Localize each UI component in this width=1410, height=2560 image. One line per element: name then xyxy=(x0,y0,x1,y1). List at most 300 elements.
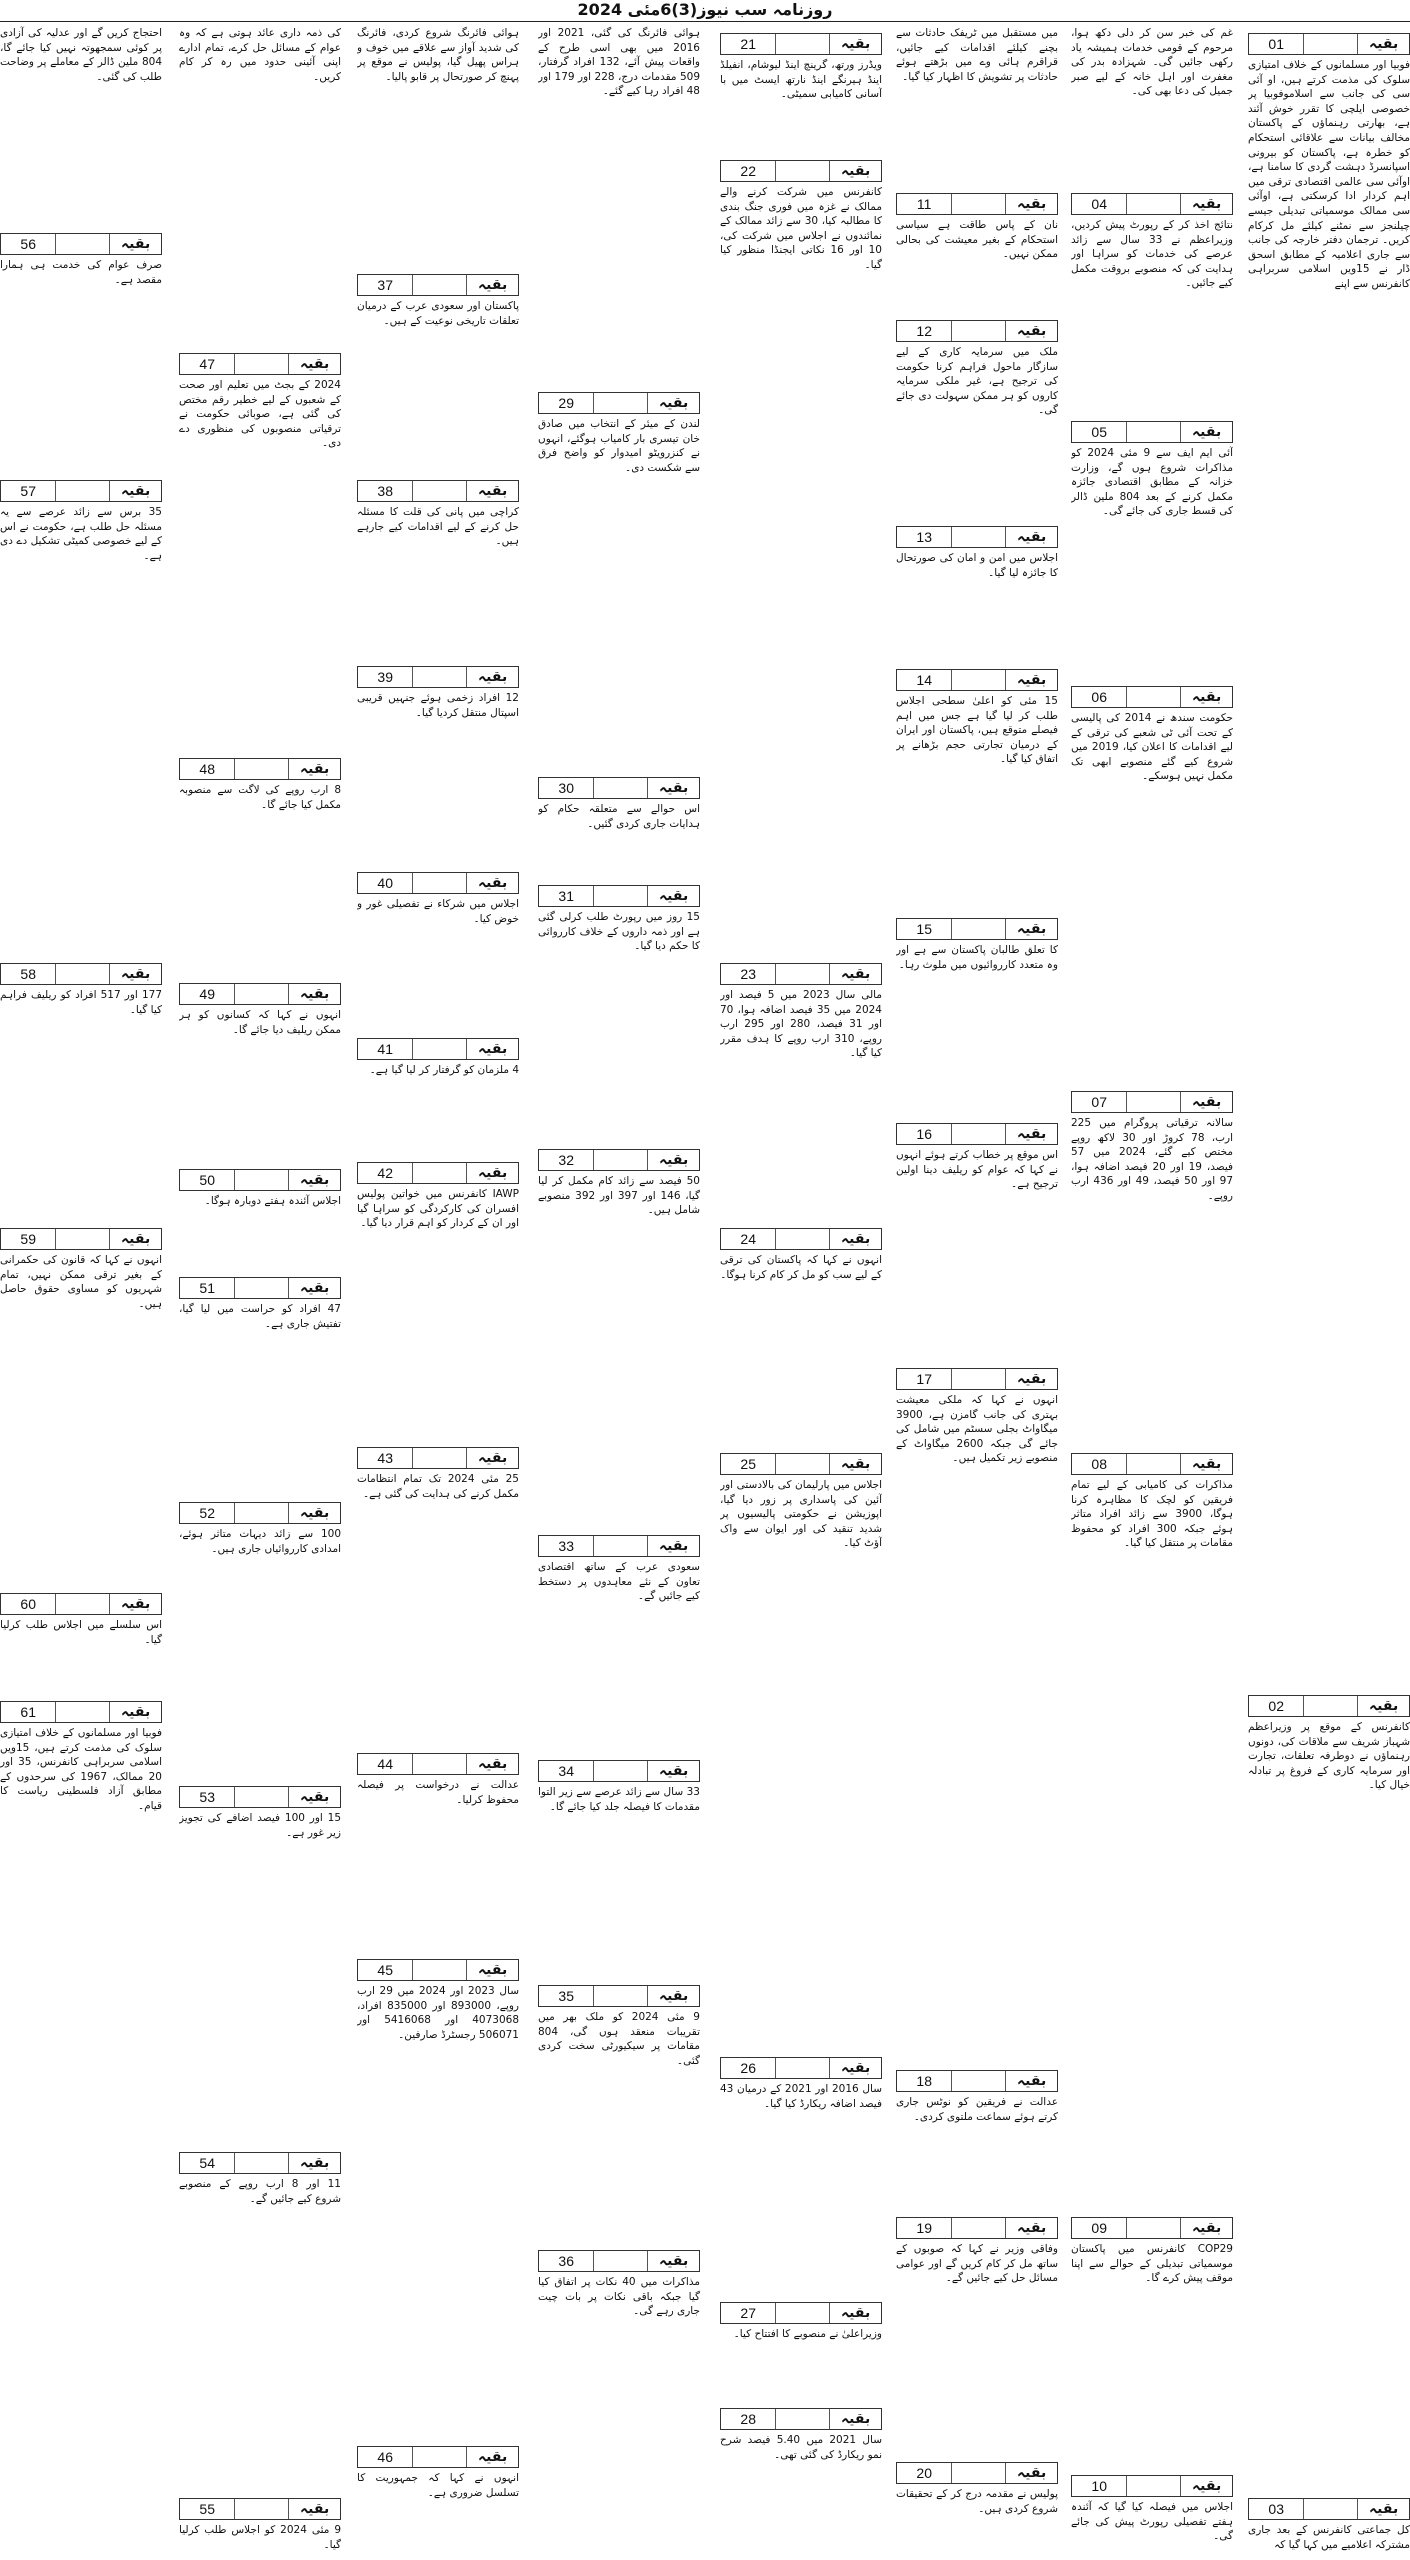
column-lead-text: ہوائی فائرنگ کی گئی، 2021 اور 2016 میں بھی اسی طرح کے واقعات پیش آئے، 132 افراد گرفتار، 509 مقدمات درج، 228 اور 179 اور 48 افراد رہا کیے گئے۔ xyxy=(538,27,700,98)
continued-article-text: پاکستان اور سعودی عرب کے درمیان تعلقات تاریخی نوعیت کے ہیں۔ xyxy=(357,300,519,327)
continued-article-text: 47 افراد کو حراست میں لیا گیا، تفتیش جاری ہے۔ xyxy=(179,1303,341,1330)
continued-blank-cell xyxy=(952,2071,1006,2091)
continued-article-text: کانفرنس کے موقع پر وزیراعظم شہباز شریف سے ملاقات کی، دونوں رہنماؤں نے دوطرفہ تعلقات، تجارت اور سرمایہ کاری کے فروغ پر تبادلہ خیال کیا۔ xyxy=(1248,1721,1410,1792)
continued-label: بقیہ xyxy=(299,761,330,777)
continued-label: بقیہ xyxy=(1016,1126,1047,1142)
continued-article-text: اس سلسلے میں اجلاس طلب کرلیا گیا۔ xyxy=(0,1619,162,1646)
continued-number: 39 xyxy=(358,667,413,687)
continued-label: بقیہ xyxy=(120,236,151,252)
continued-box-26 xyxy=(720,2057,882,2079)
continued-number: 25 xyxy=(721,1454,776,1474)
continued-blank-cell xyxy=(1127,687,1181,707)
continued-article-text: عدالت نے درخواست پر فیصلہ محفوظ کرلیا۔ xyxy=(357,1779,519,1806)
continued-label: بقیہ xyxy=(840,2060,871,2076)
continued-label: بقیہ xyxy=(299,2155,330,2171)
continued-article-text: انہوں نے کہا کہ کسانوں کو ہر ممکن ریلیف دیا جائے گا۔ xyxy=(179,1009,341,1036)
continued-box-21 xyxy=(720,33,882,55)
continued-label: بقیہ xyxy=(477,1756,508,1772)
continued-blank-cell xyxy=(952,194,1006,214)
continued-label: بقیہ xyxy=(120,966,151,982)
continued-number: 30 xyxy=(539,778,594,798)
continued-blank-cell xyxy=(235,1278,289,1298)
continued-article-text: سال 2023 اور 2024 میں 29 ارب روپے، 893000 اور 835000 افراد، 4073068 اور 5416068 اور 506071 رجسٹرڈ صارفین۔ xyxy=(357,1985,519,2041)
continued-box-05 xyxy=(1071,421,1233,443)
continued-number: 27 xyxy=(721,2303,776,2323)
continued-article-text: 8 ارب روپے کی لاگت سے منصوبہ مکمل کیا جائے گا۔ xyxy=(179,784,341,811)
continued-label: بقیہ xyxy=(840,966,871,982)
continued-box-33 xyxy=(538,1535,700,1557)
news-column xyxy=(538,0,700,2560)
continued-blank-cell xyxy=(776,161,830,181)
continued-number: 48 xyxy=(180,759,235,779)
continued-article-text: 177 اور 517 افراد کو ریلیف فراہم کیا گیا۔ xyxy=(0,989,162,1016)
continued-label: بقیہ xyxy=(658,395,689,411)
continued-number: 46 xyxy=(358,2447,413,2467)
continued-blank-cell xyxy=(413,1163,467,1183)
continued-blank-cell xyxy=(1127,2476,1181,2496)
continued-article-text: 35 برس سے زائد عرصے سے یہ مسئلہ حل طلب ہے، حکومت نے اس کے لیے خصوصی کمیٹی تشکیل دے دی ہے۔ xyxy=(0,506,162,562)
continued-number: 53 xyxy=(180,1787,235,1807)
continued-label: بقیہ xyxy=(1368,1698,1399,1714)
continued-box-09 xyxy=(1071,2217,1233,2239)
continued-number: 23 xyxy=(721,964,776,984)
continued-number: 31 xyxy=(539,886,594,906)
continued-number: 54 xyxy=(180,2153,235,2173)
continued-box-59 xyxy=(0,1228,162,1250)
continued-box-43 xyxy=(357,1447,519,1469)
continued-blank-cell xyxy=(952,919,1006,939)
continued-label: بقیہ xyxy=(1016,2220,1047,2236)
continued-box-38 xyxy=(357,480,519,502)
continued-label: بقیہ xyxy=(840,1231,871,1247)
continued-blank-cell xyxy=(776,1454,830,1474)
continued-blank-cell xyxy=(594,778,648,798)
continued-blank-cell xyxy=(594,1761,648,1781)
continued-number: 04 xyxy=(1072,194,1127,214)
continued-article-text: وزیراعلیٰ نے منصوبے کا افتتاح کیا۔ xyxy=(733,2328,882,2340)
continued-blank-cell xyxy=(1304,34,1358,54)
continued-article-text: اجلاس میں شرکاء نے تفصیلی غور و خوض کیا۔ xyxy=(357,898,519,925)
continued-article-text: حکومت سندھ نے 2014 کی پالیسی کے تحت آئی ٹی شعبے کی ترقی کے لیے اقدامات کا اعلان کیا، 2019 میں شروع کیے گئے منصوبے ابھی تک مکمل نہیں ہوسکے۔ xyxy=(1071,712,1233,783)
continued-number: 35 xyxy=(539,1986,594,2006)
continued-article-text: 9 مئی 2024 کو ملک بھر میں تقریبات منعقد ہوں گی، 804 مقامات پر سیکیورٹی سخت کردی گئی۔ xyxy=(538,2011,700,2067)
continued-article-text: ملک میں سرمایہ کاری کے لیے سازگار ماحول فراہم کرنا حکومت کی ترجیح ہے، غیر ملکی سرمایہ کاروں کو ہر ممکن سہولت دی جائے گی۔ xyxy=(896,346,1058,417)
continued-number: 55 xyxy=(180,2499,235,2519)
continued-blank-cell xyxy=(1127,422,1181,442)
continued-number: 12 xyxy=(897,321,952,341)
continued-number: 56 xyxy=(1,234,56,254)
continued-box-52 xyxy=(179,1502,341,1524)
continued-box-32 xyxy=(538,1149,700,1171)
continued-number: 52 xyxy=(180,1503,235,1523)
continued-article-text: انہوں نے کہا کہ جمہوریت کا تسلسل ضروری ہے۔ xyxy=(357,2472,519,2499)
continued-label: بقیہ xyxy=(1016,921,1047,937)
continued-box-57 xyxy=(0,480,162,502)
continued-blank-cell xyxy=(56,481,110,501)
continued-blank-cell xyxy=(413,873,467,893)
continued-article-text: لندن کے میئر کے انتخاب میں صادق خان تیسری بار کامیاب ہوگئے، انہوں نے کنزرویٹو امیدوار کو واضح فرق سے شکست دی۔ xyxy=(538,418,700,474)
continued-article-text: اس حوالے سے متعلقہ حکام کو ہدایات جاری کردی گئیں۔ xyxy=(538,803,700,830)
continued-box-04 xyxy=(1071,193,1233,215)
continued-label: بقیہ xyxy=(1016,2073,1047,2089)
continued-box-08 xyxy=(1071,1453,1233,1475)
continued-article-text: مذاکرات میں 40 نکات پر اتفاق کیا گیا جبکہ باقی نکات پر بات چیت جاری رہے گی۔ xyxy=(538,2276,700,2318)
continued-article-text: 100 سے زائد دیہات متاثر ہوئے، امدادی کارروائیاں جاری ہیں۔ xyxy=(179,1528,341,1555)
continued-article-text: اجلاس آئندہ ہفتے دوبارہ ہوگا۔ xyxy=(204,1195,341,1207)
continued-blank-cell xyxy=(1304,1696,1358,1716)
continued-number: 06 xyxy=(1072,687,1127,707)
continued-box-35 xyxy=(538,1985,700,2007)
continued-label: بقیہ xyxy=(120,1231,151,1247)
continued-box-10 xyxy=(1071,2475,1233,2497)
continued-label: بقیہ xyxy=(477,277,508,293)
continued-number: 17 xyxy=(897,1369,952,1389)
continued-blank-cell xyxy=(56,1594,110,1614)
continued-number: 05 xyxy=(1072,422,1127,442)
continued-number: 59 xyxy=(1,1229,56,1249)
continued-box-51 xyxy=(179,1277,341,1299)
continued-article-text: مذاکرات کی کامیابی کے لیے تمام فریقین کو لچک کا مظاہرہ کرنا ہوگا، 3900 سے زائد افراد متاثر ہوئے جبکہ 300 افراد کو محفوظ مقامات پر منتقل کیا گیا۔ xyxy=(1071,1479,1233,1550)
continued-article-text: اجلاس میں امن و امان کی صورتحال کا جائزہ لیا گیا۔ xyxy=(896,552,1058,579)
continued-label: بقیہ xyxy=(477,1165,508,1181)
continued-article-text: کانفرنس میں شرکت کرنے والے ممالک نے غزہ میں فوری جنگ بندی کا مطالبہ کیا، 30 سے زائد ممالک کے نمائندوں نے اجلاس میں شرکت کی، 10 اور 16 نکاتی ایجنڈا منظور کیا گیا۔ xyxy=(720,186,882,271)
continued-number: 41 xyxy=(358,1039,413,1059)
continued-box-46 xyxy=(357,2446,519,2468)
continued-label: بقیہ xyxy=(299,356,330,372)
continued-box-39 xyxy=(357,666,519,688)
continued-blank-cell xyxy=(1127,194,1181,214)
continued-number: 21 xyxy=(721,34,776,54)
continued-blank-cell xyxy=(952,1369,1006,1389)
continued-number: 29 xyxy=(539,393,594,413)
continued-number: 24 xyxy=(721,1229,776,1249)
continued-blank-cell xyxy=(1127,1454,1181,1474)
continued-blank-cell xyxy=(56,234,110,254)
news-column xyxy=(1248,0,1410,2560)
continued-number: 44 xyxy=(358,1754,413,1774)
continued-blank-cell xyxy=(235,984,289,1004)
continued-blank-cell xyxy=(952,670,1006,690)
continued-number: 28 xyxy=(721,2409,776,2429)
continued-box-02 xyxy=(1248,1695,1410,1717)
news-column xyxy=(896,0,1058,2560)
continued-box-25 xyxy=(720,1453,882,1475)
continued-blank-cell xyxy=(776,34,830,54)
continued-number: 49 xyxy=(180,984,235,1004)
news-column xyxy=(0,0,162,2560)
continued-box-54 xyxy=(179,2152,341,2174)
continued-number: 08 xyxy=(1072,1454,1127,1474)
continued-blank-cell xyxy=(235,1503,289,1523)
continued-label: بقیہ xyxy=(299,2501,330,2517)
continued-blank-cell xyxy=(235,354,289,374)
continued-number: 01 xyxy=(1249,34,1304,54)
continued-blank-cell xyxy=(235,2153,289,2173)
continued-box-48 xyxy=(179,758,341,780)
continued-article-text: 15 روز میں رپورٹ طلب کرلی گئی ہے اور ذمہ داروں کے خلاف کارروائی کا حکم دیا گیا۔ xyxy=(538,911,700,953)
continued-article-text: اجلاس میں پارلیمان کی بالادستی اور آئین کی پاسداری پر زور دیا گیا، اپوزیشن نے حکومتی پالیسیوں پر شدید تنقید کی اور ایوان سے واک آؤٹ کیا۔ xyxy=(720,1479,882,1550)
column-lead-text: غم کی خبر سن کر دلی دکھ ہوا، مرحوم کے قومی خدمات ہمیشہ یاد رکھی جائیں گی۔ شہزادہ بدر کی مغفرت اور اہل خانہ کے لیے صبر جمیل کی دعا بھی کی۔ xyxy=(1071,27,1233,98)
continued-article-text: فوبیا اور مسلمانوں کے خلاف امتیازی سلوک کی مذمت کرتے ہیں، 15ویں اسلامی سربراہی کانفرنس، 35 اور 20 ممالک، 1967 کی سرحدوں کے مطابق آزاد فلسطینی ریاست کا قیام۔ xyxy=(0,1727,162,1812)
continued-article-text: وفاقی وزیر نے کہا کہ صوبوں کے ساتھ مل کر کام کریں گے اور عوامی مسائل حل کیے جائیں گے۔ xyxy=(896,2243,1058,2285)
continued-box-30 xyxy=(538,777,700,799)
continued-number: 57 xyxy=(1,481,56,501)
continued-blank-cell xyxy=(594,1150,648,1170)
continued-number: 03 xyxy=(1249,2499,1304,2519)
continued-label: بقیہ xyxy=(299,1280,330,1296)
continued-box-36 xyxy=(538,2250,700,2272)
continued-article-text: کا تعلق طالبان پاکستان سے ہے اور وہ متعدد کارروائیوں میں ملوث رہا۔ xyxy=(896,944,1058,971)
continued-label: بقیہ xyxy=(1016,672,1047,688)
newspaper-title-date: روزنامہ سب نیوز(3)6مئی 2024 xyxy=(577,0,833,19)
continued-label: بقیہ xyxy=(299,1172,330,1188)
continued-article-text: کراچی میں پانی کی قلت کا مسئلہ حل کرنے کے لیے اقدامات کیے جارہے ہیں۔ xyxy=(357,506,519,548)
continued-article-text: 15 اور 100 فیصد اضافے کی تجویز زیر غور ہے۔ xyxy=(179,1812,341,1839)
continued-article-text: انہوں نے کہا کہ ملکی معیشت بہتری کی جانب گامزن ہے، 3900 میگاواٹ بجلی سسٹم میں شامل کی جائے گی جبکہ 2600 میگاواٹ کے منصوبے زیر تکمیل ہیں۔ xyxy=(896,1394,1058,1465)
continued-box-40 xyxy=(357,872,519,894)
column-lead-text: میں مستقبل میں ٹریفک حادثات سے بچنے کیلئے اقدامات کیے جائیں، قراقرم ہائی وے میں بڑھتے ہوئے حادثات پر تشویش کا اظہار کیا گیا۔ xyxy=(896,27,1058,83)
continued-box-37 xyxy=(357,274,519,296)
continued-number: 33 xyxy=(539,1536,594,1556)
continued-label: بقیہ xyxy=(477,1962,508,1978)
continued-label: بقیہ xyxy=(477,1041,508,1057)
continued-label: بقیہ xyxy=(658,1988,689,2004)
continued-number: 15 xyxy=(897,919,952,939)
continued-label: بقیہ xyxy=(658,1152,689,1168)
continued-blank-cell xyxy=(776,2303,830,2323)
continued-number: 10 xyxy=(1072,2476,1127,2496)
continued-box-42 xyxy=(357,1162,519,1184)
continued-number: 42 xyxy=(358,1163,413,1183)
continued-number: 47 xyxy=(180,354,235,374)
continued-label: بقیہ xyxy=(658,888,689,904)
continued-box-47 xyxy=(179,353,341,375)
continued-box-50 xyxy=(179,1169,341,1191)
continued-box-12 xyxy=(896,320,1058,342)
continued-article-text: ویڈرز ورتھ، گرینچ اینڈ لیوشام، انفیلڈ اینڈ ہیرنگے اینڈ نارتھ ایسٹ میں با آسانی کامیابی سمیٹی۔ xyxy=(720,59,882,101)
continued-blank-cell xyxy=(413,481,467,501)
continued-article-text: سالانہ ترقیاتی پروگرام میں 225 ارب، 78 کروڑ اور 30 لاکھ روپے مختص کیے گئے، 2024 میں 57 فیصد، 19 اور 20 فیصد اضافہ ہوا، 97 اور 50 فیصد، 49 اور 436 ارب روپے۔ xyxy=(1071,1117,1233,1202)
continued-blank-cell xyxy=(1304,2499,1358,2519)
continued-number: 18 xyxy=(897,2071,952,2091)
continued-blank-cell xyxy=(776,2409,830,2429)
continued-article-text: 50 فیصد سے زائد کام مکمل کر لیا گیا، 146 اور 397 اور 392 منصوبے شامل ہیں۔ xyxy=(538,1175,700,1217)
continued-blank-cell xyxy=(952,527,1006,547)
continued-number: 32 xyxy=(539,1150,594,1170)
continued-blank-cell xyxy=(56,964,110,984)
continued-blank-cell xyxy=(413,2447,467,2467)
continued-box-60 xyxy=(0,1593,162,1615)
continued-box-07 xyxy=(1071,1091,1233,1113)
continued-label: بقیہ xyxy=(840,2305,871,2321)
column-lead-text: ہوائی فائرنگ شروع کردی، فائرنگ کی شدید آواز سے علاقے میں خوف و ہراس پھیل گیا، پولیس نے موقع پر پہنچ کر صورتحال پر قابو پالیا۔ xyxy=(357,27,519,83)
continued-article-text: انہوں نے کہا کہ پاکستان کی ترقی کے لیے سب کو مل کر کام کرنا ہوگا۔ xyxy=(720,1254,882,1281)
continued-blank-cell xyxy=(952,321,1006,341)
news-column xyxy=(720,0,882,2560)
continued-blank-cell xyxy=(235,2499,289,2519)
continued-box-16 xyxy=(896,1123,1058,1145)
continued-number: 16 xyxy=(897,1124,952,1144)
continued-label: بقیہ xyxy=(477,669,508,685)
continued-number: 58 xyxy=(1,964,56,984)
continued-article-text: صرف عوام کی خدمت ہی ہمارا مقصد ہے۔ xyxy=(0,259,162,286)
continued-box-18 xyxy=(896,2070,1058,2092)
continued-blank-cell xyxy=(594,393,648,413)
continued-number: 38 xyxy=(358,481,413,501)
continued-number: 36 xyxy=(539,2251,594,2271)
continued-number: 22 xyxy=(721,161,776,181)
continued-article-text: کل جماعتی کانفرنس کے بعد جاری مشترکہ اعلامیے میں کہا گیا کہ xyxy=(1248,2524,1410,2551)
continued-article-text: عدالت نے فریقین کو نوٹس جاری کرتے ہوئے سماعت ملتوی کردی۔ xyxy=(896,2096,1058,2123)
continued-label: بقیہ xyxy=(840,36,871,52)
continued-number: 61 xyxy=(1,1702,56,1722)
continued-article-text: مالی سال 2023 میں 5 فیصد اور 2024 میں 35 فیصد اضافہ ہوا، 70 اور 31 فیصد، 280 اور 295 ارب روپے، 310 ارب روپے کا ہدف مقرر کیا گیا۔ xyxy=(720,989,882,1060)
continued-article-text: 25 مئی 2024 تک تمام انتظامات مکمل کرنے کی ہدایت کی گئی ہے۔ xyxy=(357,1473,519,1500)
continued-box-31 xyxy=(538,885,700,907)
continued-blank-cell xyxy=(776,964,830,984)
continued-box-11 xyxy=(896,193,1058,215)
continued-blank-cell xyxy=(413,1754,467,1774)
continued-label: بقیہ xyxy=(477,875,508,891)
news-column xyxy=(357,0,519,2560)
continued-box-61 xyxy=(0,1701,162,1723)
continued-box-27 xyxy=(720,2302,882,2324)
continued-label: بقیہ xyxy=(1016,529,1047,545)
continued-label: بقیہ xyxy=(840,163,871,179)
continued-article-text: انہوں نے کہا کہ قانون کی حکمرانی کے بغیر ترقی ممکن نہیں، تمام شہریوں کو مساوی حقوق حاصل ہیں۔ xyxy=(0,1254,162,1310)
continued-label: بقیہ xyxy=(658,1538,689,1554)
column-lead-text: احتجاج کریں گے اور عدلیہ کی آزادی پر کوئی سمجھوتہ نہیں کیا جائے گا، 804 ملین ڈالر کے معاملے پر وضاحت طلب کی گئی۔ xyxy=(0,27,162,83)
continued-box-45 xyxy=(357,1959,519,1981)
continued-number: 20 xyxy=(897,2463,952,2483)
continued-box-22 xyxy=(720,160,882,182)
continued-blank-cell xyxy=(594,1536,648,1556)
continued-label: بقیہ xyxy=(658,780,689,796)
continued-article-text: آئی ایم ایف سے 9 مئی 2024 کو مذاکرات شروع ہوں گے، وزارت خزانہ کے مطابق اقتصادی جائزہ مکمل کرنے کے بعد 804 ملین ڈالر کی قسط جاری کی جائے گی۔ xyxy=(1071,447,1233,518)
continued-box-03 xyxy=(1248,2498,1410,2520)
continued-article-text: فوبیا اور مسلمانوں کے خلاف امتیازی سلوک کی مذمت کرتے ہیں، او آئی سی کی جانب سے اسلاموفوبیا پر خصوصی ایلچی کا تقرر خوش آئند ہے، بھارتی رہنماؤں کے پاکستان مخالف بیانات سے علاقائی استحکام کو خطرہ ہے، پاکستان کو بیرونی اسپانسرڈ دہشت گردی کا سامنا ہے، اوآئی سی عالمی اقتصادی ترقی میں اہم کردار ادا کرسکتی ہے، اوآئی سی ممالک موسمیاتی تبدیلی جیسے چیلنجز سے نمٹنے کیلئے مل کرکام کریں۔ ترجمان دفتر خارجہ کی جانب سے جاری اعلامیہ کے مطابق اسحق ڈار نے 15ویں اسلامی سربراہی کانفرنس سے اپنے xyxy=(1248,59,1410,290)
continued-box-56 xyxy=(0,233,162,255)
continued-box-15 xyxy=(896,918,1058,940)
continued-box-24 xyxy=(720,1228,882,1250)
continued-blank-cell xyxy=(776,1229,830,1249)
continued-blank-cell xyxy=(235,1170,289,1190)
continued-box-44 xyxy=(357,1753,519,1775)
continued-number: 45 xyxy=(358,1960,413,1980)
continued-box-14 xyxy=(896,669,1058,691)
continued-label: بقیہ xyxy=(1016,323,1047,339)
continued-label: بقیہ xyxy=(299,1505,330,1521)
continued-blank-cell xyxy=(594,2251,648,2271)
continued-blank-cell xyxy=(594,886,648,906)
continued-label: بقیہ xyxy=(658,1763,689,1779)
continued-box-20 xyxy=(896,2462,1058,2484)
continued-label: بقیہ xyxy=(840,1456,871,1472)
continued-article-text: 33 سال سے زائد عرصے سے زیر التوا مقدمات کا فیصلہ جلد کیا جائے گا۔ xyxy=(538,1786,700,1813)
continued-number: 13 xyxy=(897,527,952,547)
continued-box-23 xyxy=(720,963,882,985)
continued-blank-cell xyxy=(413,1960,467,1980)
continued-box-53 xyxy=(179,1786,341,1808)
continued-label: بقیہ xyxy=(1191,2220,1222,2236)
continued-number: 14 xyxy=(897,670,952,690)
continued-number: 51 xyxy=(180,1278,235,1298)
continued-label: بقیہ xyxy=(840,2411,871,2427)
continued-article-text: COP29 کانفرنس میں پاکستان موسمیاتی تبدیلی کے حوالے سے اپنا موقف پیش کرے گا۔ xyxy=(1071,2243,1233,2285)
continued-blank-cell xyxy=(594,1986,648,2006)
continued-article-text: اس موقع پر خطاب کرتے ہوئے انہوں نے کہا کہ عوام کو ریلیف دینا اولین ترجیح ہے۔ xyxy=(896,1149,1058,1191)
continued-box-34 xyxy=(538,1760,700,1782)
continued-article-text: سال 2021 میں 5.40 فیصد شرح نمو ریکارڈ کی گئی تھی۔ xyxy=(720,2434,882,2461)
continued-blank-cell xyxy=(56,1229,110,1249)
continued-blank-cell xyxy=(1127,1092,1181,1112)
continued-label: بقیہ xyxy=(1191,196,1222,212)
news-column xyxy=(1071,0,1233,2560)
continued-label: بقیہ xyxy=(1191,1094,1222,1110)
continued-number: 07 xyxy=(1072,1092,1127,1112)
continued-blank-cell xyxy=(235,1787,289,1807)
continued-number: 60 xyxy=(1,1594,56,1614)
news-column xyxy=(179,0,341,2560)
continued-label: بقیہ xyxy=(1016,1371,1047,1387)
continued-label: بقیہ xyxy=(658,2253,689,2269)
continued-article-text: نان کے پاس طاقت ہے سیاسی استحکام کے بغیر معیشت کی بحالی ممکن نہیں۔ xyxy=(896,219,1058,261)
continued-label: بقیہ xyxy=(477,2449,508,2465)
continued-article-text: 11 اور 8 ارب روپے کے منصوبے شروع کیے جائیں گے۔ xyxy=(179,2178,341,2205)
continued-article-text: 9 مئی 2024 کو اجلاس طلب کرلیا گیا۔ xyxy=(179,2524,341,2551)
continued-label: بقیہ xyxy=(1016,196,1047,212)
continued-blank-cell xyxy=(413,1039,467,1059)
continued-box-41 xyxy=(357,1038,519,1060)
continued-article-text: 2024 کے بجٹ میں تعلیم اور صحت کے شعبوں کے لیے خطیر رقم مختص کی گئی ہے، صوبائی حکومت نے ترقیاتی منصوبوں کی منظوری دے دی۔ xyxy=(179,379,341,450)
continued-article-text: 12 افراد زخمی ہوئے جنہیں قریبی اسپتال منتقل کردیا گیا۔ xyxy=(357,692,519,719)
continued-article-text: پولیس نے مقدمہ درج کر کے تحقیقات شروع کردی ہیں۔ xyxy=(896,2488,1058,2515)
continued-label: بقیہ xyxy=(120,1596,151,1612)
continued-number: 19 xyxy=(897,2218,952,2238)
continued-label: بقیہ xyxy=(1368,36,1399,52)
continued-number: 02 xyxy=(1249,1696,1304,1716)
continued-number: 43 xyxy=(358,1448,413,1468)
continued-blank-cell xyxy=(413,275,467,295)
continued-label: بقیہ xyxy=(299,1789,330,1805)
continued-number: 26 xyxy=(721,2058,776,2078)
continued-blank-cell xyxy=(413,667,467,687)
continued-article-text: 15 مئی کو اعلیٰ سطحی اجلاس طلب کر لیا گیا ہے جس میں اہم فیصلے متوقع ہیں، پاکستان اور ایران کے درمیان تجارتی حجم بڑھانے پر اتفاق کیا گیا۔ xyxy=(896,695,1058,766)
continued-box-06 xyxy=(1071,686,1233,708)
continued-number: 11 xyxy=(897,194,952,214)
continued-blank-cell xyxy=(952,2218,1006,2238)
continued-box-58 xyxy=(0,963,162,985)
continued-blank-cell xyxy=(952,1124,1006,1144)
continued-label: بقیہ xyxy=(1191,689,1222,705)
continued-blank-cell xyxy=(952,2463,1006,2483)
continued-label: بقیہ xyxy=(120,1704,151,1720)
continued-label: بقیہ xyxy=(1191,1456,1222,1472)
column-lead-text: کی ذمہ داری عائد ہوتی ہے کہ وہ عوام کے مسائل حل کرے، تمام ادارے اپنی آئینی حدود میں رہ کر کام کریں۔ xyxy=(179,27,341,83)
continued-number: 37 xyxy=(358,275,413,295)
continued-blank-cell xyxy=(1127,2218,1181,2238)
continued-label: بقیہ xyxy=(120,483,151,499)
continued-box-01 xyxy=(1248,33,1410,55)
continued-blank-cell xyxy=(235,759,289,779)
continued-blank-cell xyxy=(56,1702,110,1722)
continued-article-text: نتائج اخذ کر کے رپورٹ پیش کردیں، وزیراعظم نے 33 سال سے زائد عرصے کی خدمات کو سراہا اور ہدایت کی کہ منصوبے بروقت مکمل کیے جائیں۔ xyxy=(1071,219,1233,290)
continued-label: بقیہ xyxy=(1191,2478,1222,2494)
continued-box-19 xyxy=(896,2217,1058,2239)
continued-box-29 xyxy=(538,392,700,414)
continued-label: بقیہ xyxy=(1368,2501,1399,2517)
continued-article-text: سعودی عرب کے ساتھ اقتصادی تعاون کے نئے معاہدوں پر دستخط کیے جائیں گے۔ xyxy=(538,1561,700,1603)
